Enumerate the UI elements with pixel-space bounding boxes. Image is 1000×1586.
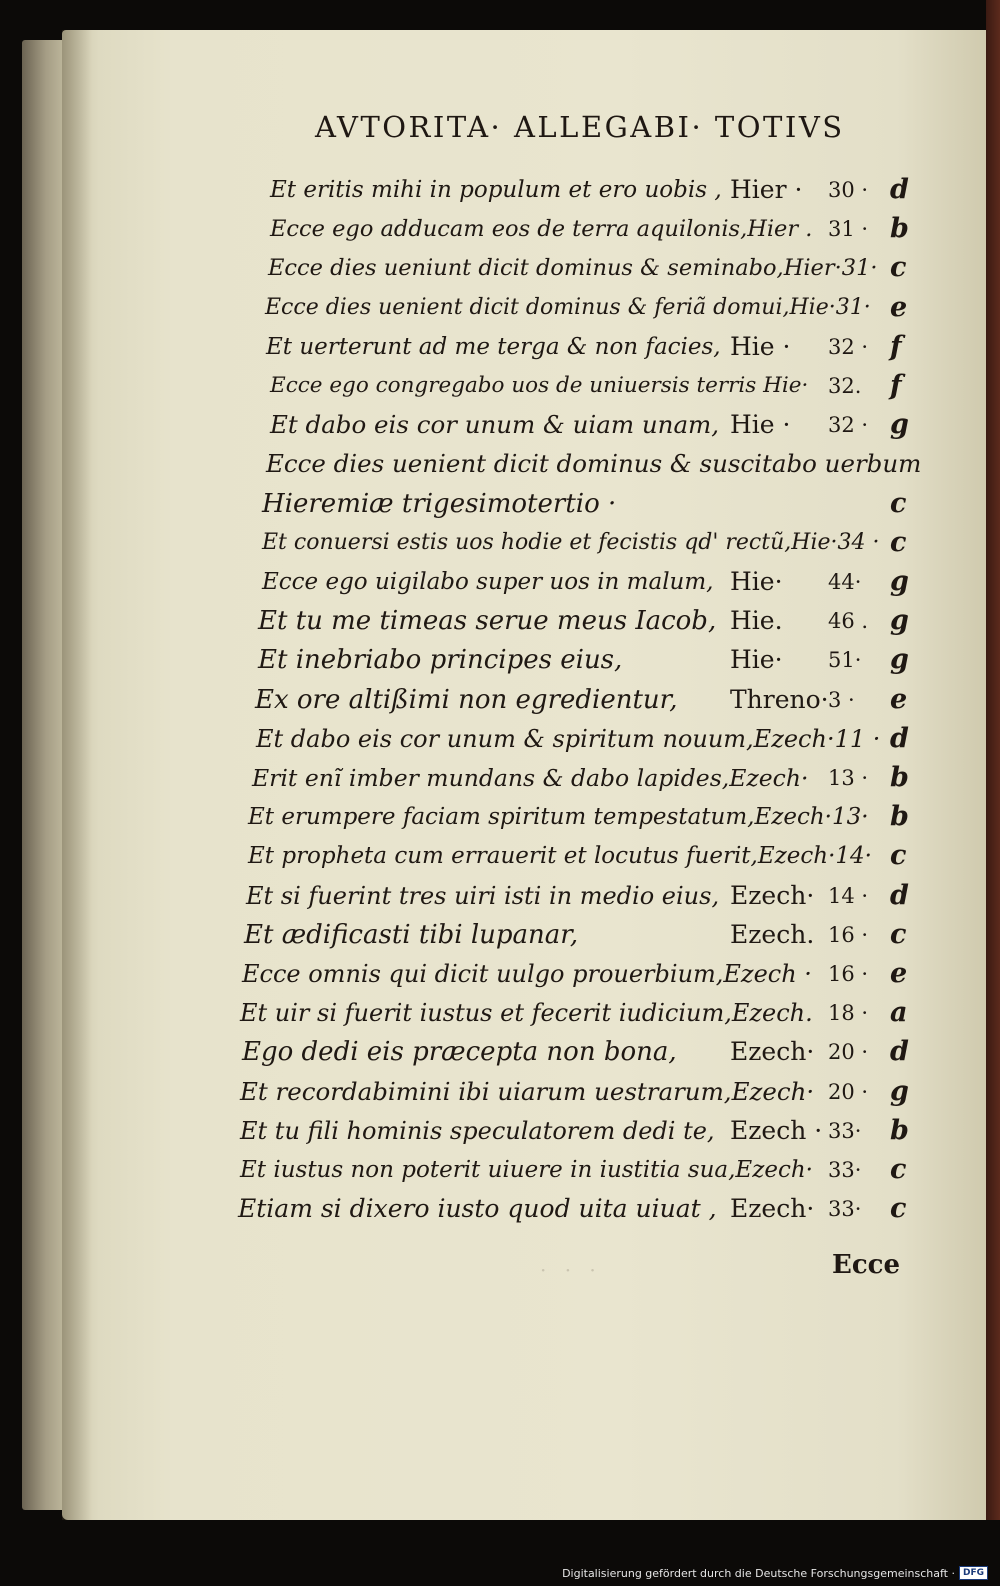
entry-book: Hie· bbox=[730, 567, 783, 596]
entry-text: Etiam si dixero iusto quod uita uiuat , bbox=[238, 1194, 717, 1224]
entry-text: Et tu me timeas serue meus Iacob, bbox=[258, 606, 717, 637]
entry-text: Et propheta cum errauerit et locutus fuerit,Ezech·14· bbox=[248, 843, 872, 870]
entry-section-letter: g bbox=[890, 605, 909, 637]
entry-book: Ezech· bbox=[730, 1037, 815, 1067]
entry-section-letter: e bbox=[890, 958, 908, 989]
index-entry bbox=[262, 486, 940, 522]
index-entry bbox=[240, 995, 940, 1031]
index-entry bbox=[258, 603, 940, 639]
index-entry bbox=[246, 878, 940, 914]
entry-book: Hier · bbox=[730, 175, 803, 204]
entry-chapter: 30 · bbox=[828, 178, 869, 202]
entry-text: Et ædificasti tibi lupanar, bbox=[244, 919, 579, 950]
entry-section-letter: d bbox=[890, 879, 909, 911]
index-entry bbox=[266, 329, 940, 365]
entry-section-letter: c bbox=[890, 840, 907, 872]
entry-book: Ezech· bbox=[730, 1194, 815, 1224]
entry-text: Ecce omnis qui dicit uulgo prouerbium,Ezech · bbox=[242, 960, 812, 988]
entry-chapter: 16 · bbox=[828, 922, 869, 947]
entry-text: Ecce ego congregabo uos de uniuersis terris Hie· bbox=[270, 373, 809, 398]
index-entry bbox=[256, 721, 940, 757]
entry-book: Hie. bbox=[730, 606, 783, 636]
entry-section-letter: e bbox=[890, 683, 908, 715]
entry-chapter: 20 · bbox=[828, 1079, 869, 1104]
entry-section-letter: c bbox=[890, 526, 907, 558]
entry-section-letter: g bbox=[890, 644, 909, 676]
entry-section-letter: c bbox=[890, 1154, 907, 1185]
entry-chapter: 31 · bbox=[828, 217, 869, 242]
index-entry bbox=[270, 368, 940, 404]
footer-text: Digitalisierung gefördert durch die Deutsche Forschungsgemeinschaft · bbox=[562, 1566, 955, 1580]
index-entry bbox=[255, 682, 940, 718]
entry-chapter: 32 · bbox=[828, 334, 869, 359]
entry-text: Et recordabimini ibi uiarum uestrarum,Ezech· bbox=[240, 1076, 815, 1106]
entry-section-letter: e bbox=[890, 291, 908, 323]
entry-text: Erit enĩ imber mundans & dabo lapides,Ezech· bbox=[252, 764, 809, 792]
entry-book: Ezech· bbox=[730, 880, 815, 910]
index-entry bbox=[248, 799, 940, 835]
entry-text: Et dabo eis cor unum & spiritum nouum,Ezech·11 · bbox=[256, 724, 881, 753]
bleed-through-text: · · · bbox=[540, 1258, 602, 1282]
entry-text: Ecce ego adducam eos de terra aquilonis,Hier . bbox=[270, 216, 813, 243]
entry-chapter: 46 . bbox=[828, 609, 869, 634]
entry-chapter: 16 · bbox=[828, 962, 869, 986]
index-entry bbox=[270, 407, 940, 443]
entry-chapter: 32 · bbox=[828, 413, 869, 438]
entry-book: Hie · bbox=[730, 331, 791, 361]
entry-text: Et uir si fuerit iustus et fecerit iudicium,Ezech. bbox=[240, 999, 813, 1028]
entry-text: Ecce ego uigilabo super uos in malum, bbox=[262, 569, 714, 595]
entry-chapter: 13 · bbox=[828, 766, 869, 790]
entry-text: Et dabo eis cor unum & uiam unam, bbox=[270, 410, 720, 440]
entry-chapter: 33· bbox=[828, 1158, 862, 1182]
running-header: AVTORITA· ALLEGABI· TOTIVS bbox=[315, 110, 845, 144]
entry-section-letter: g bbox=[890, 566, 909, 597]
entry-text: Ego dedi eis præcepta non bona, bbox=[242, 1037, 677, 1068]
entry-book: Hie · bbox=[730, 410, 791, 440]
entry-text: Et tu fili hominis speculatorem dedi te, bbox=[240, 1116, 715, 1145]
entry-section-letter: d bbox=[890, 722, 909, 754]
entry-section-letter: b bbox=[890, 213, 909, 245]
entry-chapter: 20 · bbox=[828, 1040, 869, 1065]
index-entry bbox=[262, 564, 940, 600]
index-entry bbox=[265, 290, 940, 326]
entry-text: Et si fuerint tres uiri isti in medio eius, bbox=[246, 881, 720, 910]
entry-text: Ecce dies uenient dicit dominus & suscitabo uerbum bbox=[266, 449, 922, 479]
entry-section-letter: a bbox=[890, 997, 908, 1029]
entry-book: Threno· bbox=[730, 684, 829, 714]
index-entry bbox=[258, 642, 940, 678]
entry-text: Ecce dies ueniunt dicit dominus & seminabo,Hier·31· bbox=[268, 255, 878, 282]
index-entry bbox=[240, 1113, 940, 1149]
index-entry bbox=[252, 760, 940, 796]
entry-text: Et eritis mihi in populum et ero uobis , bbox=[270, 177, 722, 203]
entry-chapter: 18 · bbox=[828, 1001, 869, 1026]
entry-text: Et conuersi estis uos hodie et fecistis qd' rectũ,Hie·34 · bbox=[262, 529, 880, 555]
dfg-logo: DFG bbox=[959, 1566, 988, 1580]
index-entry bbox=[266, 446, 940, 482]
entry-section-letter: b bbox=[890, 801, 909, 833]
entry-chapter: 32. bbox=[828, 374, 862, 398]
entry-text: Ecce dies uenient dicit dominus & feriã domui,Hie·31· bbox=[265, 294, 871, 320]
index-entry bbox=[242, 1034, 940, 1070]
entry-book: Ezech. bbox=[730, 919, 815, 949]
entry-chapter: 44· bbox=[828, 570, 862, 594]
entry-section-letter: c bbox=[890, 252, 907, 284]
index-entry bbox=[242, 956, 940, 992]
entry-book: Hie· bbox=[730, 645, 783, 675]
entry-chapter: 33· bbox=[828, 1118, 862, 1143]
index-entry bbox=[270, 172, 940, 208]
entry-section-letter: b bbox=[890, 1114, 909, 1146]
entry-section-letter: g bbox=[890, 409, 909, 441]
entry-text: Et uerterunt ad me terga & non facies, bbox=[266, 333, 721, 360]
index-entry bbox=[240, 1074, 940, 1110]
entry-section-letter: f bbox=[890, 370, 902, 401]
index-entry bbox=[240, 1152, 940, 1188]
catchword: Ecce bbox=[832, 1250, 901, 1280]
index-entry bbox=[268, 250, 940, 286]
entry-section-letter: c bbox=[890, 918, 907, 950]
index-entry bbox=[270, 211, 940, 247]
entry-text: Et iustus non poterit uiuere in iustitia sua,Ezech· bbox=[240, 1157, 813, 1183]
entry-section-letter: d bbox=[890, 1036, 909, 1068]
index-entry bbox=[262, 525, 940, 561]
entry-section-letter: c bbox=[890, 487, 907, 519]
entry-section-letter: b bbox=[890, 762, 909, 793]
index-entry bbox=[238, 1191, 940, 1227]
entry-chapter: 3 · bbox=[828, 687, 855, 712]
entry-chapter: 14 · bbox=[828, 883, 869, 908]
entry-text: Hieremiæ trigesimotertio · bbox=[262, 488, 617, 519]
entry-chapter: 33· bbox=[828, 1197, 862, 1222]
index-entry bbox=[244, 917, 940, 953]
entry-text: Et erumpere faciam spiritum tempestatum,Ezech·13· bbox=[248, 804, 869, 831]
entry-section-letter: g bbox=[890, 1075, 909, 1107]
index-entry bbox=[248, 838, 940, 874]
entry-text: Et inebriabo principes eius, bbox=[258, 645, 623, 676]
entry-section-letter: c bbox=[890, 1193, 907, 1225]
entry-book: Ezech · bbox=[730, 1115, 823, 1145]
entry-section-letter: f bbox=[890, 330, 902, 362]
footer-credit bbox=[562, 1566, 988, 1580]
entry-section-letter: d bbox=[890, 174, 909, 205]
entry-text: Ex ore altißimi non egredientur, bbox=[255, 684, 678, 715]
entry-chapter: 51· bbox=[828, 648, 862, 673]
